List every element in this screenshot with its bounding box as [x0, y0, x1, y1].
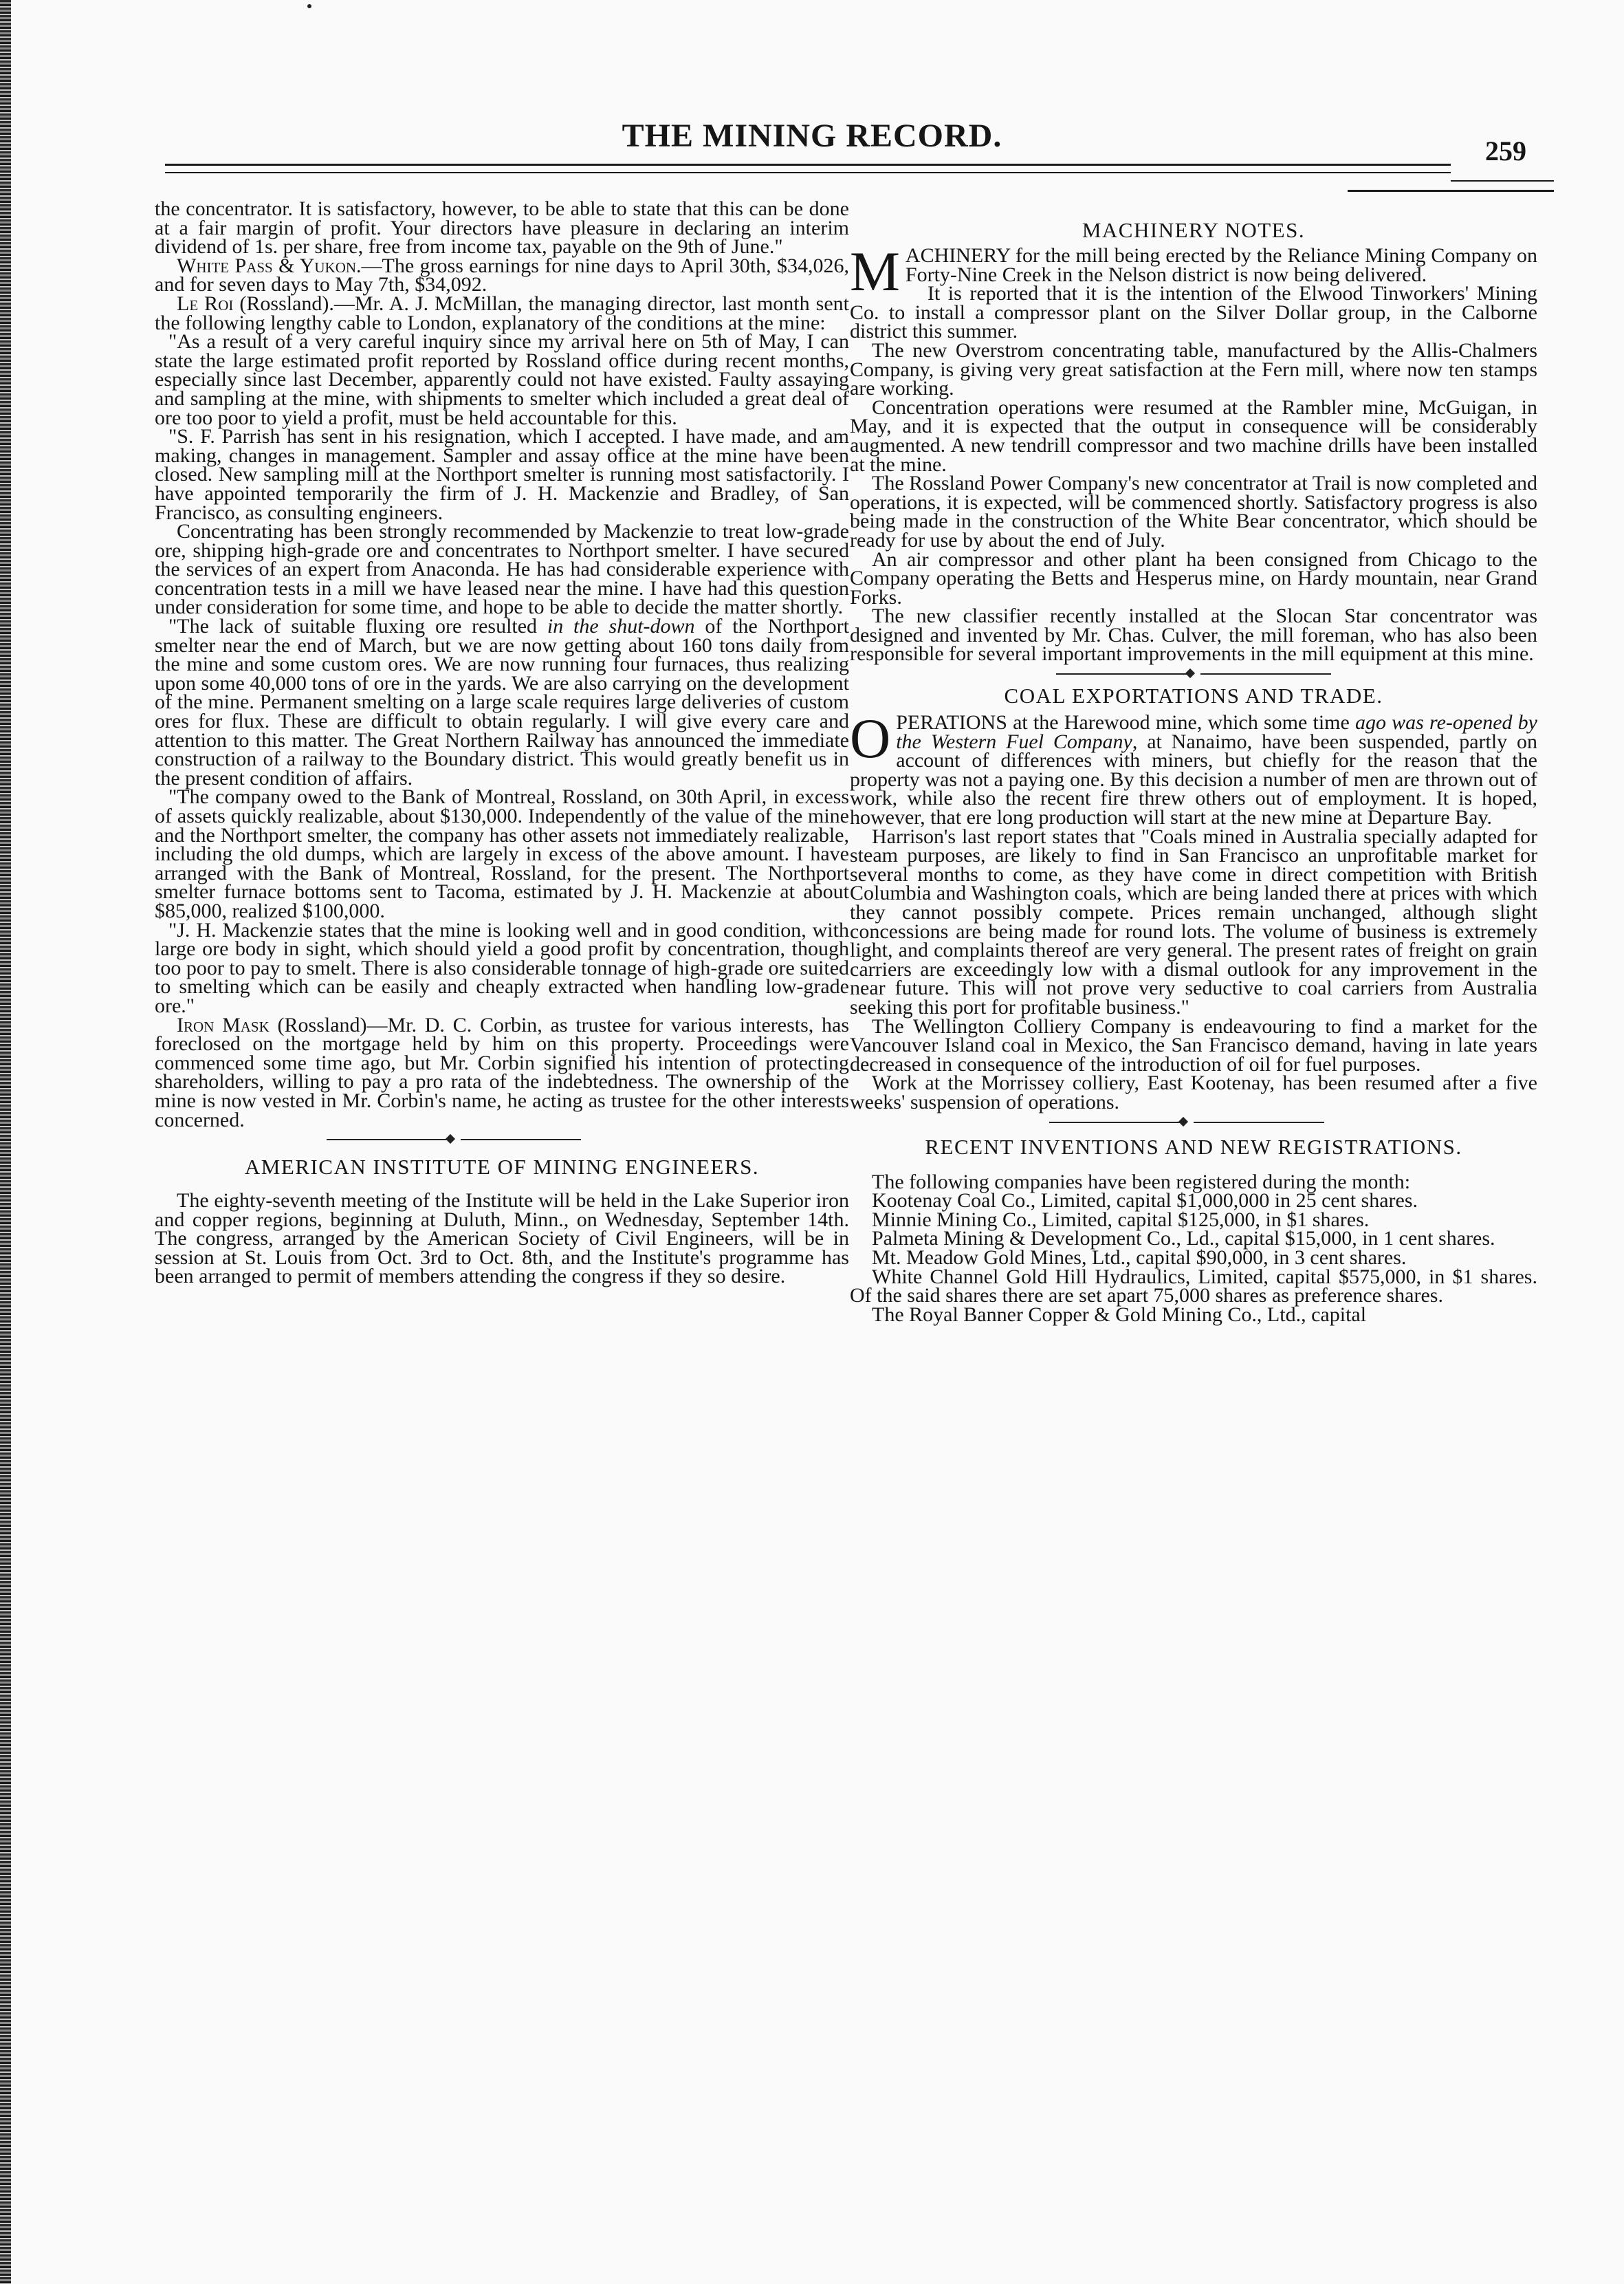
paragraph-white-pass: [155, 254, 850, 296]
section-heading: MACHINERY NOTES.: [1082, 218, 1306, 242]
paragraph-text: (Rossland)—Mr. D. C. Corbin, as trustee for various interests, has foreclosed on the mortgage held by him on this property. Proceedings were commenced some time ago, but Mr. Corbin signified his intention of protecting shareholders, willing to pay a pro rata of the indebtedness. The ownership of the mine is now vested in Mr. Corbin's name, he acting as trustee for the other interests concerned.: [155, 1013, 849, 1131]
paragraph-text: ACHINERY for the mill being erected by the Reliance Mining Company on Forty-Nine Creek in the Nelson district is now being delivered.: [905, 244, 1537, 286]
italic-text: in the shut-down: [547, 615, 695, 638]
registration-entry: The Royal Banner Copper & Gold Mining Co., Ltd., capital: [872, 1303, 1367, 1326]
paragraph: The new Overstrom concentrating table, manufactured by the Allis-Chalmers Company, is giving very great satisfaction at the Fern mill, where now ten stamps are working.: [850, 338, 1537, 400]
paragraph: The Wellington Colliery Company is endeavouring to find a market for the Vancouver Island coal in Mexico, the San Francisco demand, having in late years decreased in consequence of the introduction of oil for fuel purposes.: [850, 1014, 1537, 1076]
running-header: THE MINING RECORD.: [622, 118, 1002, 154]
company-name: Le Roi: [177, 292, 234, 315]
paragraph: Harrison's last report states that "Coals mined in Australia specially adapted for steam purposes, are likely to find in San Francisco an unprofitable market for several months to come, as they have come in direct competition with British Columbia and Washington coals, which are being landed there at prices with which they cannot possibly compete. Prices remain unchanged, although slight concessions are being made for round lots. The volume of business is extremely light, and complaints thereof are very general. The present rates of freight on grain carriers are exceedingly low with a dismal outlook for any improvement in the near future. This will not prove very seductive to coal carriers from Australia seeking this port for profitable business.": [850, 825, 1537, 1019]
section-divider: [850, 664, 1537, 684]
left-column: [155, 199, 849, 1286]
page-speck: [307, 4, 311, 8]
registration-entry: Mt. Meadow Gold Mines, Ltd., capital $90,000, in 3 cent shares.: [872, 1246, 1407, 1269]
right-column: [850, 219, 1537, 1324]
header-rule-right: [1348, 190, 1554, 192]
paragraph: The Rossland Power Company's new concentrator at Trail is now completed and operations, it is expected, will be commenced shortly. Satisfactory progress is also being made in the construction of the White Bear concentrator, which should be ready for use by about the end of July.: [850, 472, 1537, 552]
paragraph-text: PERATIONS at the Harewood mine, which some time: [896, 711, 1355, 735]
registration-entry: Minnie Mining Co., Limited, capital $125,000, in $1 shares.: [872, 1208, 1370, 1231]
paragraph-text: , at Nanaimo, have been suspended, partly on account of differences with miners, but chiefly for the reason that the property was not a paying one. By this decision a number of men are thrown out of work, while also the recent fire threw others out of employment. It is hoped, however, that ere long production will start at the new mine at Departure Bay.: [850, 730, 1537, 829]
header-rule: [165, 164, 1451, 166]
section-heading: COAL EXPORTATIONS AND TRADE.: [1004, 684, 1383, 708]
quote-paragraph: "J. H. Mackenzie states that the mine is looking well and in good condition, with large ore body in sight, which should yield a good profit by concentration, though too poor to pay to smelt. There is also considerable tonnage of high-grade ore suited to smelting which can be easily and cheaply extracted when handling low-grade ore.": [155, 918, 850, 1017]
paragraph-text: of the Northport smelter near the end of March, but we are now getting about 160 tons daily from the mine and some custom ores. We are now running four furnaces, thus realizing upon some 40,000 tons of ore in the yards. We are also carrying on the development of the mine. Permanent smelting on a large scale requires large deliveries of custom ores for flux. These are difficult to obtain regularly. I will give every care and attention to this matter. The Great Northern Railway has announced the immediate construction of a railway to the Boundary district. This would greatly benefit us in the present condition of affairs.: [155, 615, 849, 790]
paragraph-text: —The gross earnings for nine days to April 30th, $34,026, and for seven days to May 7th, $34,092.: [155, 254, 850, 296]
paragraph-text: "The lack of suitable fluxing ore resulted: [168, 615, 547, 638]
paragraph-text: (Rossland).—Mr. A. J. McMillan, the managing director, last month sent the following lengthy cable to London, explanatory of the conditions at the mine:: [155, 292, 849, 334]
paragraph: the concentrator. It is satisfactory, however, to be able to state that this can be done at a fair margin of profit. Your directors have pleasure in declaring an interim dividend of 1s. per share, free from income tax, payable on the 9th of June.": [155, 197, 849, 259]
paragraph-dropcap: [850, 707, 1537, 829]
paragraph: It is reported that it is the intention of the Elwood Tinworkers' Mining Co. to install a compressor plant on the Silver Dollar group, in the Calborne district this summer.: [850, 282, 1537, 343]
paragraph: Work at the Morrissey colliery, East Kootenay, has been resumed after a five weeks' suspension of operations.: [850, 1072, 1537, 1113]
header-rule-thin: [165, 172, 1451, 173]
drop-cap: O: [850, 707, 891, 770]
quote-paragraph: [155, 615, 849, 790]
paragraph: Concentration operations were resumed at the Rambler mine, McGuigan, in May, and it is expected that the output in consequence will be considerably augmented. A new tendrill compressor and two machine drills have been installed at the mine.: [850, 395, 1537, 476]
paragraph: An air compressor and other plant ha been consigned from Chicago to the Company operating the Betts and Hesperus mine, on Hardy mountain, near Grand Forks.: [850, 547, 1537, 609]
page-number: 259: [1485, 135, 1526, 166]
section-heading: AMERICAN INSTITUTE OF MINING ENGINEERS.: [244, 1155, 760, 1179]
section-divider: [155, 1129, 849, 1150]
section-divider: [850, 1112, 1537, 1133]
drop-cap: M: [850, 240, 900, 303]
company-name: Iron Mask: [177, 1013, 270, 1036]
company-name: White Pass & Yukon.: [177, 254, 362, 277]
quote-paragraph: "The company owed to the Bank of Montreal, Rossland, on 30th April, in excess of assets quickly realizable, about $130,000. Independently of the value of the mine and the Northport smelter, the company has other assets not immediately realizable, including the old dumps, which are largely in excess of the above amount. I have arranged with the Bank of Montreal, Rossland, for the present. The Northport smelter furnace bottoms sent to Tacoma, estimated by J. H. Mackenzie at about $85,000, realized $100,000.: [155, 785, 849, 922]
paragraph-iron-mask: [155, 1013, 849, 1131]
paragraph-dropcap: [850, 240, 1537, 303]
quote-paragraph: "As a result of a very careful inquiry since my arrival here on 5th of May, I can state the large estimated profit reported by Rossland office during recent months, especially since last December, apparently could not have existed. Faulty assaying and sampling at the mine, with shipments to smelter which included a great deal of ore too poor to yield a profit, must be held accountable for this.: [155, 330, 849, 429]
registration-entry: Kootenay Coal Co., Limited, capital $1,000,000 in 25 cent shares.: [872, 1189, 1418, 1212]
paragraph: The new classifier recently installed at the Slocan Star concentrator was designed and invented by Mr. Chas. Culver, the mill foreman, who has also been responsible for several important improvements in the mill equipment at this mine.: [850, 605, 1537, 666]
paragraph: The eighty-seventh meeting of the Institute will be held in the Lake Superior iron and copper regions, beginning at Duluth, Minn., on Wednesday, September 14th. The congress, arranged by the American Society of Civil Engineers, will be in session at St. Louis from Oct. 3rd to Oct. 8th, and the Institute's programme has been arranged to permit of members attending the congress if they so desire.: [155, 1189, 849, 1288]
section-heading: RECENT INVENTIONS AND NEW REGISTRATIONS.: [925, 1134, 1462, 1159]
registration-entry: Palmeta Mining & Development Co., Ld., capital $15,000, in 1 cent shares.: [872, 1227, 1495, 1250]
registration-entry: White Channel Gold Hill Hydraulics, Limited, capital $575,000, in $1 shares. Of the said shares there are set apart 75,000 shares as preference shares.: [850, 1265, 1537, 1307]
quote-paragraph: Concentrating has been strongly recommended by Mackenzie to treat low-grade ore, shipping high-grade ore and concentrates to Northport smelter. I have secured the services of an expert from Anaconda. He has had considerable experience with concentration tests in a mill we have leased near the mine. I have had this question under consideration for some time, and hope to be able to decide the matter shortly.: [155, 520, 849, 619]
quote-paragraph: "S. F. Parrish has sent in his resignation, which I accepted. I have made, and am making, changes in management. Sampler and assay office at the mine have been closed. New sampling mill at the Northport smelter is running most satisfactorily. I have appointed temporarily the firm of J. H. Mackenzie and Bradley, of San Francisco, as consulting engineers.: [155, 425, 849, 524]
header-rule-right-thin: [1451, 180, 1554, 182]
binding-edge: [0, 0, 11, 2284]
paragraph-le-roi: [155, 294, 849, 332]
italic-text: ago was re-opened by the Western Fuel Company: [896, 711, 1537, 753]
registration-intro: The following companies have been registered during the month:: [872, 1170, 1411, 1193]
